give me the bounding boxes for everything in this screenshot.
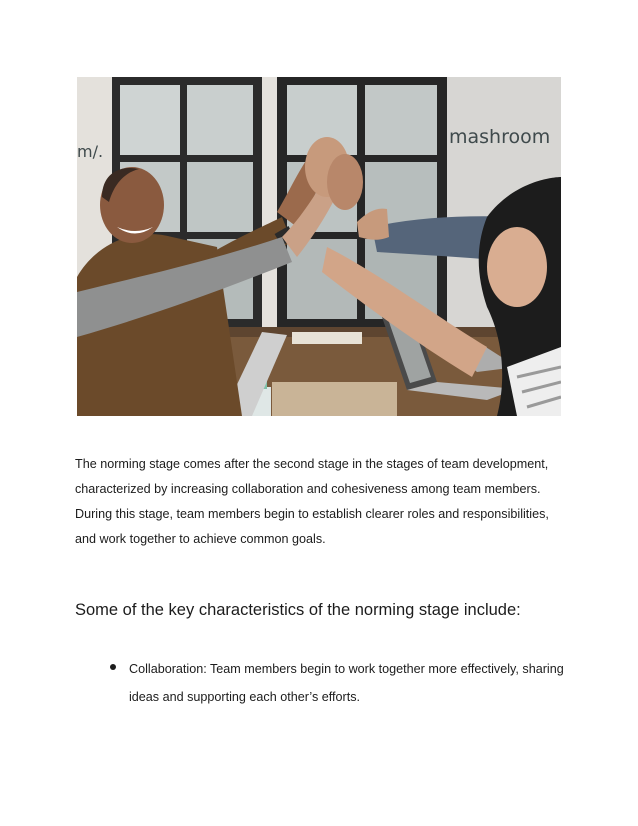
- intro-paragraph: The norming stage comes after the second stage in the stages of team development, characterized by increasing collaboration and cohesiveness among team members. During this stage, team members begin to establish clearer roles and responsibilities, and work together to achieve common goals.: [75, 457, 549, 546]
- list-item: [0, 655, 569, 711]
- svg-text:m/.: m/.: [77, 142, 104, 161]
- section-heading: Some of the key characteristics of the norming stage include:: [75, 601, 521, 619]
- bullet-icon: [110, 664, 116, 670]
- team-high-five-photo: [77, 77, 561, 416]
- wall-sign-text: mashroom: [449, 126, 551, 148]
- list-item-text: Collaboration: Team members begin to work together more effectively, sharing ideas and supporting each other’s efforts.: [129, 662, 564, 704]
- characteristics-list: [0, 655, 638, 711]
